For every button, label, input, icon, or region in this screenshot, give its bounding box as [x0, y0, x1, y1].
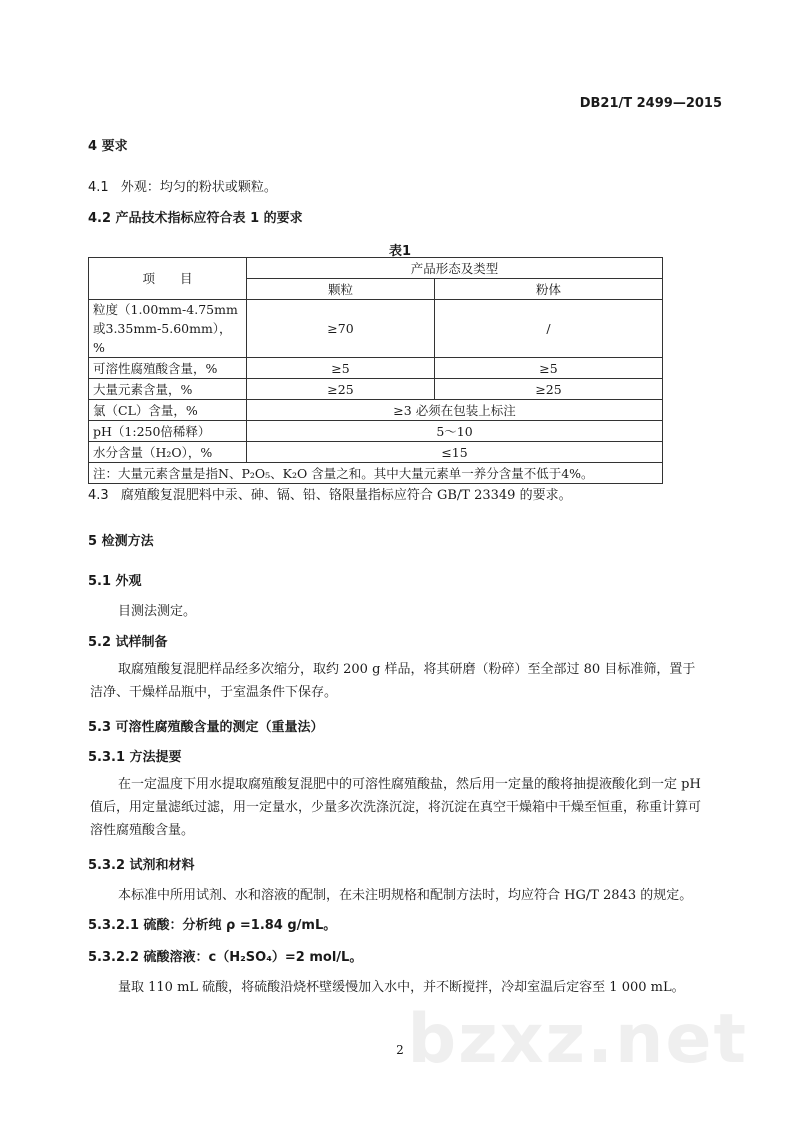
row-label	[89, 300, 247, 358]
section-4-1-number: 4.1	[88, 180, 109, 195]
row-label-line2: 或3.35mm-5.60mm），%	[93, 321, 232, 355]
section-4-1-label: 外观：	[120, 180, 160, 195]
section-5-3-2-text: 本标准中所用试剂、水和溶液的配制，在未注明规格和配制方法时，均应符合 HG/T 2843 的规定。	[118, 888, 693, 903]
table-row	[89, 358, 663, 379]
section-4-3-text: 腐殖酸复混肥料中汞、砷、镉、铅、铬限量指标应符合 GB/T 23349 的要求。	[120, 488, 572, 503]
document-id: DB21/T 2499—2015	[579, 96, 722, 111]
table-row	[89, 442, 663, 463]
section-5-1-heading: 5.1 外观	[88, 574, 142, 589]
spec-table	[88, 257, 663, 484]
cell-merged: 5～10	[247, 421, 663, 442]
row-label: 可溶性腐殖酸含量，%	[89, 358, 247, 379]
table-header-row	[89, 258, 663, 279]
header-item: 项 目	[89, 258, 247, 300]
cell-powder: /	[435, 300, 663, 358]
table-note-row	[89, 463, 663, 484]
table-row	[89, 421, 663, 442]
section-5-2-heading: 5.2 试样制备	[88, 635, 168, 650]
section-4-3-number: 4.3	[88, 488, 109, 503]
section-5-3-2-heading: 5.3.2 试剂和材料	[88, 858, 195, 873]
watermark: bzxz.net	[407, 1000, 748, 1079]
header-group: 产品形态及类型	[247, 258, 663, 279]
section-5-3-1-text: 在一定温度下用水提取腐殖酸复混肥中的可溶性腐殖酸盐，然后用一定量的酸将抽提液酸化到一定 pH 值后，用定量滤纸过滤，用一定量水，少量多次洗涤沉淀，将沉淀在真空干燥箱中干燥至恒重，称重计算可溶性腐殖酸含量。	[90, 777, 702, 838]
section-5-3-heading: 5.3 可溶性腐殖酸含量的测定（重量法）	[88, 720, 324, 735]
cell-merged: ≥3 必须在包装上标注	[247, 400, 663, 421]
cell-merged: ≤15	[247, 442, 663, 463]
table-note: 注：大量元素含量是指N、P₂O₅、K₂O 含量之和。其中大量元素单一养分含量不低于4%。	[89, 463, 663, 484]
cell-powder: ≥5	[435, 358, 663, 379]
section-4-2-heading: 4.2 产品技术指标应符合表 1 的要求	[88, 211, 303, 226]
section-4-heading: 4 要求	[88, 139, 128, 154]
row-label: 水分含量（H₂O），%	[89, 442, 247, 463]
cell-granule: ≥70	[247, 300, 435, 358]
section-4-1	[88, 176, 277, 195]
section-5-3-2-1-heading: 5.3.2.1 硫酸：分析纯 ρ =1.84 g/mL。	[88, 918, 337, 933]
section-5-3-1-heading: 5.3.1 方法提要	[88, 750, 182, 765]
section-4-1-text: 均匀的粉状或颗粒。	[159, 180, 277, 195]
header-granule: 颗粒	[247, 279, 435, 300]
section-5-2-text: 取腐殖酸复混肥样品经多次缩分，取约 200 g 样品，将其研磨（粉碎）至全部过 80 目标准筛，置于洁净、干燥样品瓶中，于室温条件下保存。	[90, 662, 696, 700]
row-label: pH（1:250倍稀释）	[89, 421, 247, 442]
table-row	[89, 400, 663, 421]
cell-granule: ≥5	[247, 358, 435, 379]
section-5-heading: 5 检测方法	[88, 534, 154, 549]
table-row	[89, 300, 663, 358]
section-5-1-text: 目测法测定。	[118, 604, 197, 619]
cell-granule: ≥25	[247, 379, 435, 400]
header-powder: 粉体	[435, 279, 663, 300]
section-4-3	[88, 484, 572, 503]
section-5-3-2-2-heading: 5.3.2.2 硫酸溶液：c（H₂SO₄）=2 mol/L。	[88, 950, 363, 965]
row-label-line1: 粒度（1.00mm-4.75mm	[93, 302, 238, 317]
table-row	[89, 379, 663, 400]
section-5-3-2-2-text: 量取 110 mL 硫酸，将硫酸沿烧杯壁缓慢加入水中，并不断搅拌，冷却室温后定容至 1 000 mL。	[118, 980, 685, 995]
table-caption: 表1	[388, 244, 412, 259]
row-label: 氯（CL）含量，%	[89, 400, 247, 421]
page-number: 2	[396, 1043, 404, 1057]
cell-powder: ≥25	[435, 379, 663, 400]
row-label: 大量元素含量，%	[89, 379, 247, 400]
